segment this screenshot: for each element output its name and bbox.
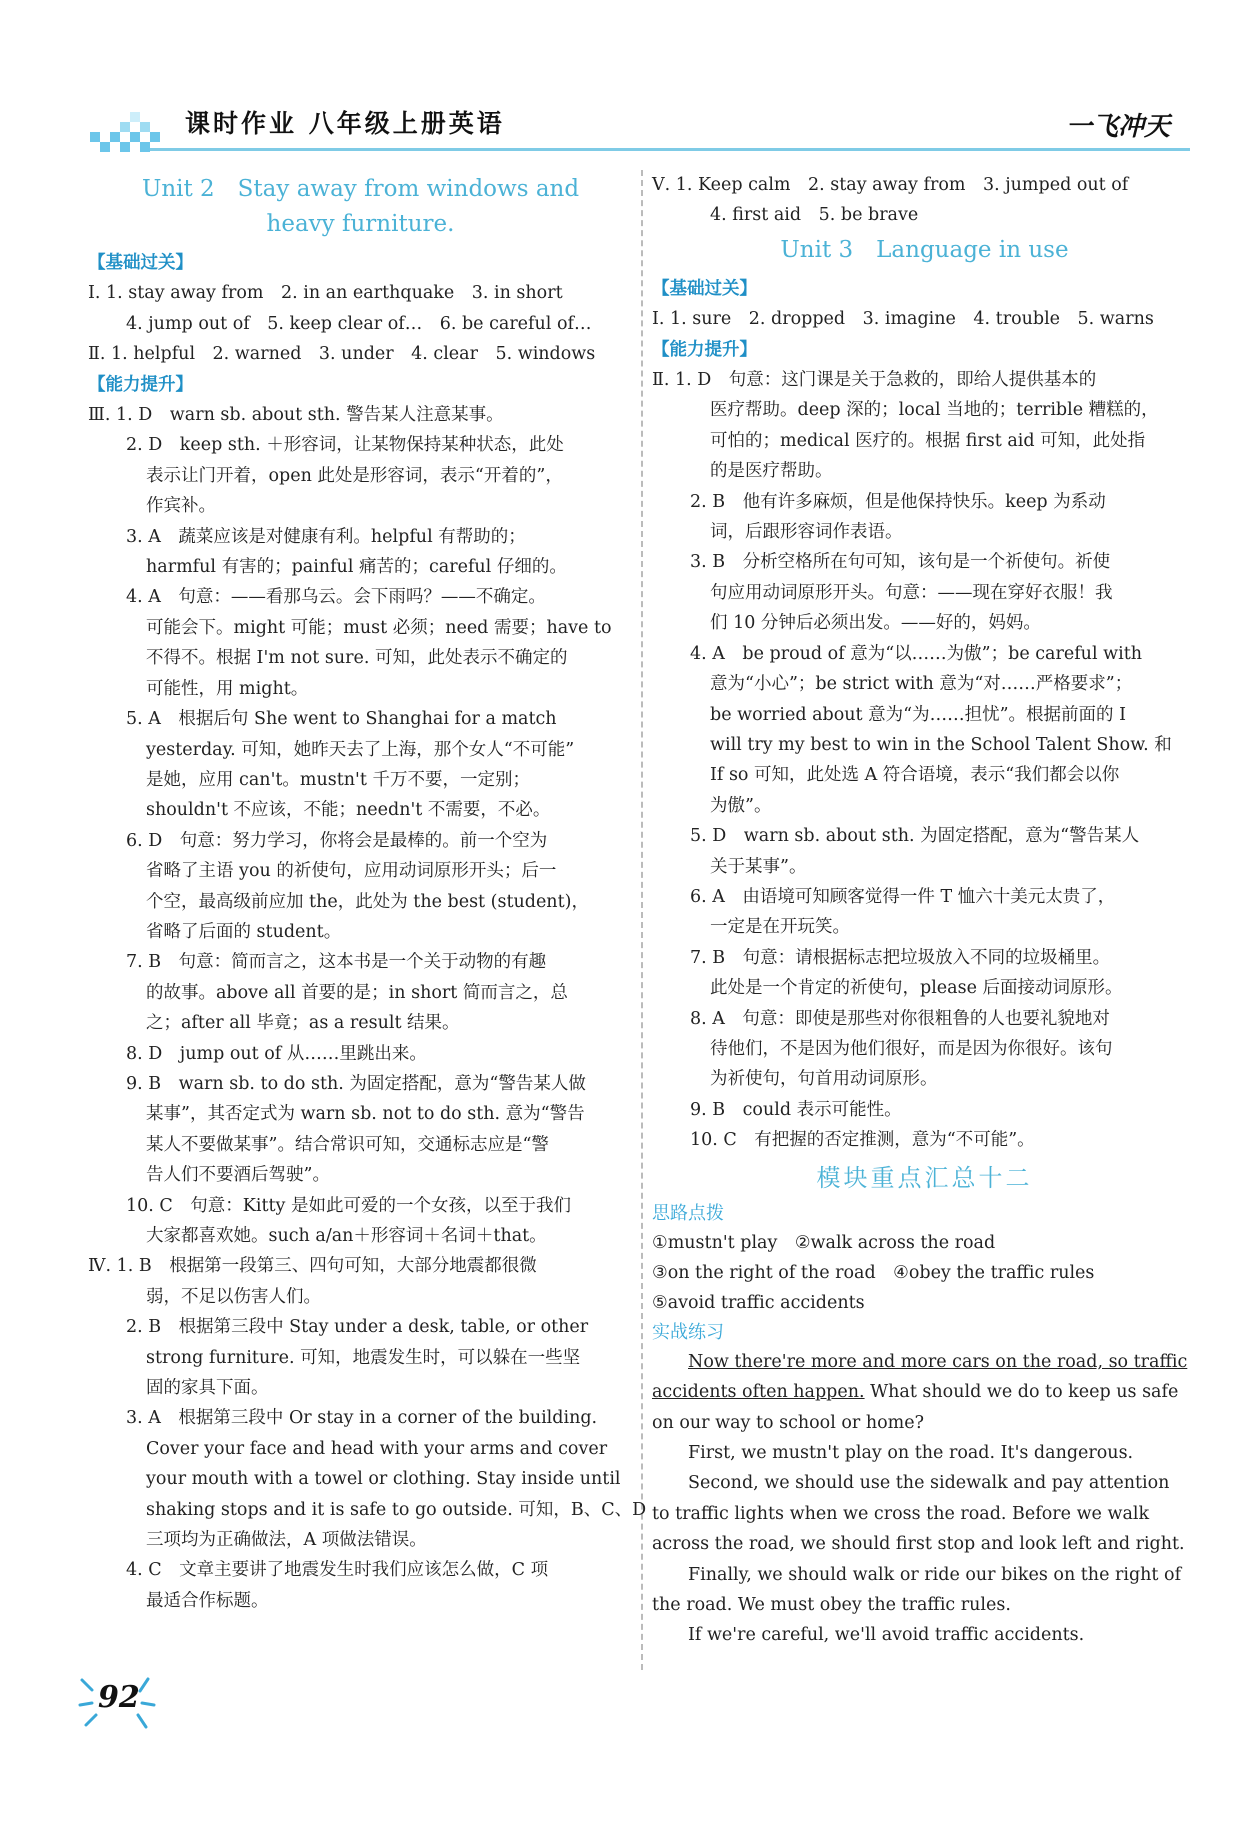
explanation-line: 们 10 分钟后必须出发。——好的，妈妈。 xyxy=(710,613,1041,634)
explanation-line: 5. A 根据后句 She went to Shanghai for a match xyxy=(126,709,557,730)
explanation-line: your mouth with a towel or clothing. Stay inside until xyxy=(146,1469,621,1490)
explanation-line: 句应用动词原形开头。句意：——现在穿好衣服！我 xyxy=(710,582,1113,603)
explanation-line: 表示让门开着，open 此处是形容词，表示“开着的”， xyxy=(146,465,563,486)
essay-line: across the road, we should first stop and look left and right. xyxy=(652,1534,1185,1555)
page-number: 92 xyxy=(98,1680,140,1715)
header-title: 课时作业 八年级上册英语 xyxy=(185,109,505,138)
explanation-line: 3. B 分析空格所在句可知，该句是一个祈使句。祈使 xyxy=(690,552,1111,573)
explanation-line: strong furniture. 可知，地震发生时，可以躲在一些坚 xyxy=(146,1347,581,1368)
essay-line: First, we mustn't play on the road. It's dangerous. xyxy=(688,1443,1134,1464)
column-divider xyxy=(641,170,643,1670)
unit3-title: Unit 3 Language in use xyxy=(780,236,1069,263)
explanation-line: 省略了后面的 student。 xyxy=(146,921,342,942)
explanation-line: 个空，最高级前应加 the，此处为 the best (student)， xyxy=(146,891,589,912)
explanation-line: 待他们，不是因为他们很好，而是因为你很好。该句 xyxy=(710,1038,1113,1059)
page-header xyxy=(90,96,1190,156)
answer-line: Ⅰ. 1. sure 2. dropped 3. imagine 4. trouble 5. warns xyxy=(652,309,1154,330)
subheading-practice: 实战练习 xyxy=(652,1321,724,1343)
subheading-ideas: 思路点拨 xyxy=(652,1202,724,1224)
explanation-line: harmful 有害的；painful 痛苦的；careful 仔细的。 xyxy=(146,557,567,578)
explanation-line: 2. B 他有许多麻烦，但是他保持快乐。keep 为系动 xyxy=(690,491,1106,512)
explanation-line: Ⅱ. 1. D 句意：这门课是关于急救的，即给人提供基本的 xyxy=(652,370,1097,391)
explanation-line: 词，后跟形容词作表语。 xyxy=(710,522,903,543)
answer-line: Ⅴ. 1. Keep calm 2. stay away from 3. jumped out of xyxy=(652,175,1129,195)
explanation-line: 4. A 句意：——看那乌云。会下雨吗？——不确定。 xyxy=(126,587,546,608)
essay-line: Finally, we should walk or ride our bikes on the right of xyxy=(688,1564,1182,1585)
explanation-line: 4. A be proud of 意为“以……为傲”；be careful with xyxy=(690,643,1142,664)
header-rule xyxy=(150,148,1190,151)
header-brand: 一飞冲天 xyxy=(1065,112,1170,142)
explanation-line: 3. A 根据第三段中 Or stay in a corner of the building. xyxy=(126,1408,598,1429)
point-line: ⑤avoid traffic accidents xyxy=(652,1293,865,1314)
explanation-line: 某人不要做某事”。结合常识可知，交通标志应是“警 xyxy=(146,1134,549,1155)
essay-line: Second, we should use the sidewalk and pay attention xyxy=(688,1473,1170,1494)
explanation-line: 最适合作标题。 xyxy=(146,1590,269,1611)
explanation-line: Ⅳ. 1. B 根据第一段第三、四句可知，大部分地震都很微 xyxy=(88,1256,537,1277)
right-explanations xyxy=(652,365,1197,1156)
explanation-line: 7. B 句意：简而言之，这本书是一个关于动物的有趣 xyxy=(126,952,547,973)
explanation-line: shouldn't 不应该，不能；needn't 不需要，不必。 xyxy=(146,800,551,821)
explanation-line: 8. A 句意：即使是那些对你很粗鲁的人也要礼貌地对 xyxy=(690,1008,1110,1029)
explanation-line: 5. D warn sb. about sth. 为固定搭配，意为“警告某人 xyxy=(690,826,1140,847)
unit2-title: Unit 2 Stay away from windows and heavy furniture. xyxy=(141,176,580,237)
section-tag-ability: 【能力提升】 xyxy=(88,374,193,395)
left-explanations xyxy=(88,400,647,1616)
explanation-line: 告人们不要酒后驾驶”。 xyxy=(146,1165,330,1186)
explanation-line: 的是医疗帮助。 xyxy=(710,461,833,482)
essay-line: If we're careful, we'll avoid traffic accidents. xyxy=(688,1625,1085,1646)
explanation-line: be worried about 意为“为……担忧”。根据前面的 I xyxy=(710,704,1126,725)
explanation-line: 3. A 蔬菜应该是对健康有利。helpful 有帮助的； xyxy=(126,526,526,547)
checker-decoration-icon xyxy=(90,104,170,152)
explanation-line: yesterday. 可知，她昨天去了上海，那个女人“不可能” xyxy=(146,739,575,760)
answer-line: 4. jump out of 5. keep clear of… 6. be careful of… xyxy=(126,313,592,334)
explanation-line: 4. C 文章主要讲了地震发生时我们应该怎么做，C 项 xyxy=(126,1560,549,1581)
explanation-line: 可怕的；medical 医疗的。根据 first aid 可知，此处指 xyxy=(710,430,1146,451)
explanation-line: 2. D keep sth. ＋形容词，让某物保持某种状态，此处 xyxy=(126,435,564,456)
explanation-line: 2. B 根据第三段中 Stay under a desk, table, or other xyxy=(126,1317,589,1338)
right-column xyxy=(652,170,1197,1651)
explanation-line: 医疗帮助。deep 深的；local 当地的；terrible 糟糕的， xyxy=(710,400,1159,421)
section-tag-ability: 【能力提升】 xyxy=(652,339,757,360)
explanation-line: 固的家具下面。 xyxy=(146,1378,269,1399)
answer-line: Ⅰ. 1. stay away from 2. in an earthquake 3. in short xyxy=(88,283,563,304)
explanation-line: 作宾补。 xyxy=(146,496,216,517)
explanation-line: 6. A 由语境可知顾客觉得一件 T 恤六十美元太贵了， xyxy=(690,886,1116,907)
essay-line: the road. We must obey the traffic rules. xyxy=(652,1595,1011,1616)
explanation-line: 某事”，其否定式为 warn sb. not to do sth. 意为“警告 xyxy=(146,1104,585,1125)
explanation-line: 一定是在开玩笑。 xyxy=(710,917,850,938)
explanation-line: 可能性，用 might。 xyxy=(146,678,309,699)
answer-line: Ⅱ. 1. helpful 2. warned 3. under 4. clear 5. windows xyxy=(88,344,596,365)
explanation-line: 9. B could 表示可能性。 xyxy=(690,1099,902,1120)
explanation-line: 10. C 句意：Kitty 是如此可爱的一个女孩，以至于我们 xyxy=(126,1195,571,1216)
explanation-line: 省略了主语 you 的祈使句，应用动词原形开头；后一 xyxy=(146,861,557,882)
explanation-line: 为傲”。 xyxy=(710,795,772,816)
explanation-line: 意为“小心”；be strict with 意为“对……严格要求”； xyxy=(710,674,1133,695)
section-tag-basic: 【基础过关】 xyxy=(88,253,193,273)
explanation-line: 8. D jump out of 从……里跳出来。 xyxy=(126,1043,427,1064)
essay-line: to traffic lights when we cross the road. Before we walk xyxy=(652,1503,1150,1524)
explanation-line: 的故事。above all 首要的是；in short 简而言之，总 xyxy=(146,982,568,1003)
explanation-line: 10. C 有把握的否定推测，意为“不可能”。 xyxy=(690,1130,1035,1151)
point-line: ③on the right of the road ④obey the traffic rules xyxy=(652,1263,1095,1283)
explanation-line: 之；after all 毕竟；as a result 结果。 xyxy=(146,1013,460,1034)
point-line: ①mustn't play ②walk across the road xyxy=(652,1232,996,1253)
explanation-line: will try my best to win in the School Talent Show. 和 xyxy=(710,734,1172,755)
explanation-line: 可能会下。might 可能；must 必须；need 需要；have to xyxy=(146,617,612,638)
module-title: 模块重点汇总十二 xyxy=(816,1163,1033,1192)
explanation-line: 大家都喜欢她。such a/an＋形容词＋名词＋that。 xyxy=(146,1226,547,1246)
explanation-line: 三项均为正确做法，A 项做法错误。 xyxy=(146,1530,427,1551)
explanation-line: 弱，不足以伤害人们。 xyxy=(146,1286,321,1307)
explanation-line: 关于某事”。 xyxy=(710,856,807,877)
section-tag-basic: 【基础过关】 xyxy=(652,278,757,299)
explanation-line: 为祈使句，句首用动词原形。 xyxy=(710,1069,938,1090)
explanation-line: 不得不。根据 I'm not sure. 可知，此处表示不确定的 xyxy=(146,648,568,669)
explanation-line: If so 可知，此处选 A 符合语境，表示“我们都会以你 xyxy=(710,765,1120,786)
essay-line: accidents often happen. What should we do to keep us safe xyxy=(652,1382,1179,1403)
explanation-line: 是她，应用 can't。mustn't 千万不要，一定别； xyxy=(146,769,530,790)
answer-line: 4. first aid 5. be brave xyxy=(710,205,919,226)
explanation-line: 此处是一个肯定的祈使句，please 后面接动词原形。 xyxy=(710,978,1123,999)
explanation-line: 7. B 句意：请根据标志把垃圾放入不同的垃圾桶里。 xyxy=(690,947,1111,968)
explanation-line: Ⅲ. 1. D warn sb. about sth. 警告某人注意某事。 xyxy=(88,405,504,426)
explanation-line: 6. D 句意：努力学习，你将会是最棒的。前一个空为 xyxy=(126,830,548,851)
explanation-line: 9. B warn sb. to do sth. 为固定搭配，意为“警告某人做 xyxy=(126,1073,586,1094)
left-column xyxy=(88,170,647,1616)
essay-line: on our way to school or home? xyxy=(652,1412,924,1433)
explanation-line: Cover your face and head with your arms and cover xyxy=(146,1438,608,1459)
essay-line: Now there're more and more cars on the road, so traffic xyxy=(688,1351,1188,1372)
explanation-line: shaking stops and it is safe to go outside. 可知，B、C、D xyxy=(146,1499,647,1520)
